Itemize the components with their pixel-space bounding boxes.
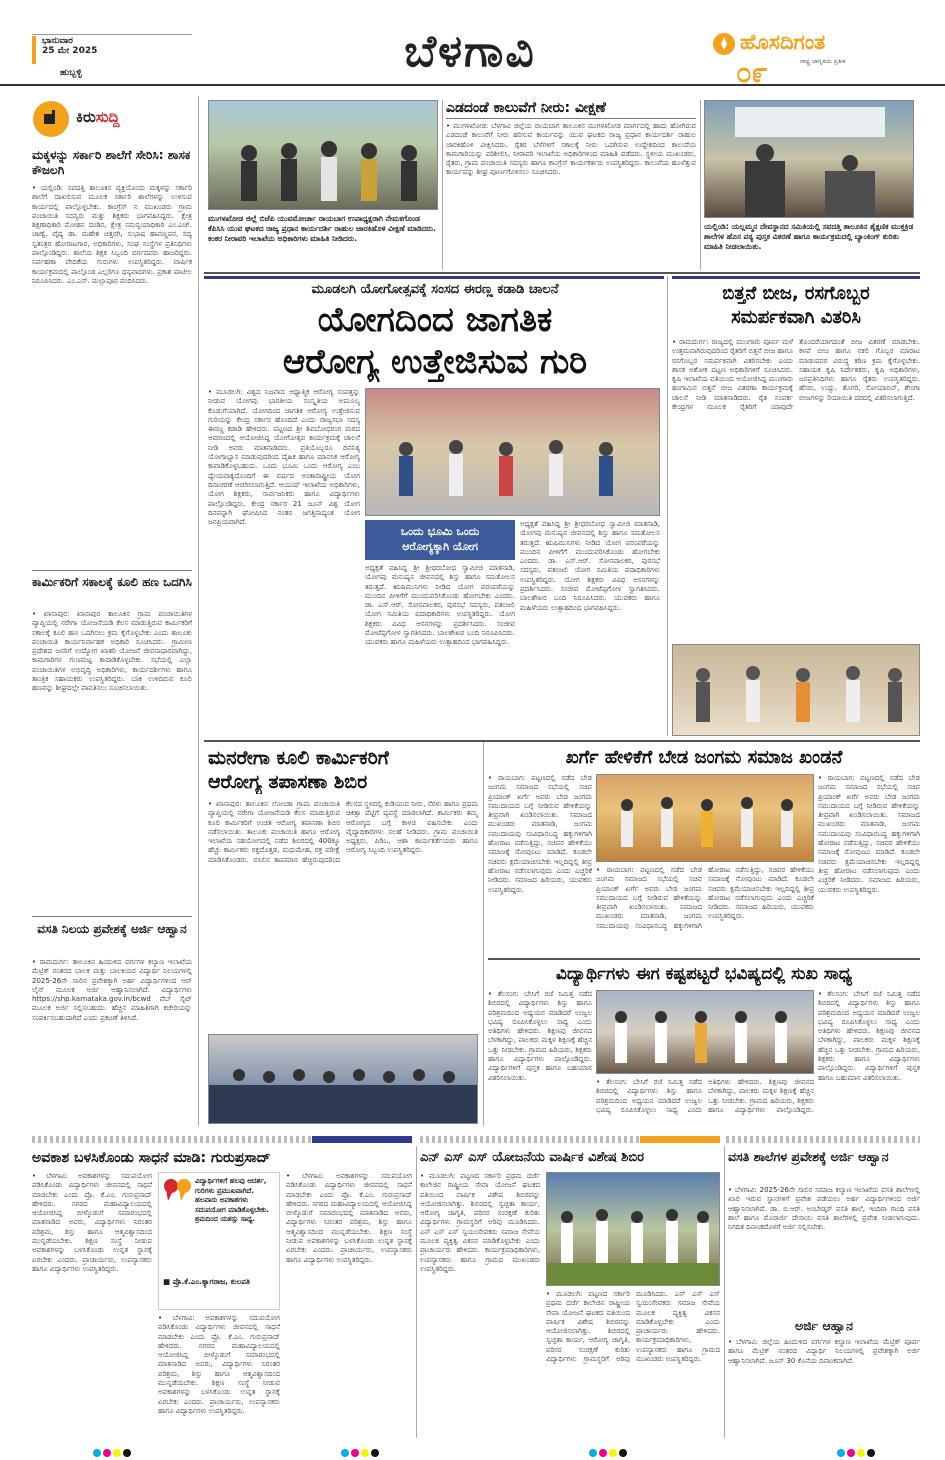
date-box bbox=[32, 36, 192, 64]
narega-body: • ಖಾನಾಪುರ: ತಾಲೂಕಿನ ಲೋಂಡಾ ಗ್ರಾಮ ಪಂಚಾಯಿತಿ ವ್ಯಾಪ್ತಿಯಲ್ಲಿ ನರೇಗಾ ಯೋಜನೆಯಡಿ ಕೆಲಸ ಮಾಡುತ್ತಿರುವ ಕೂಲಿ ಕಾರ್ಮಿಕರಿಗೆ ಉಚಿತ ಆರೋಗ್ಯ ತಪಾಸಣಾ ಶಿಬಿರ ನಡೆಸಲಾಯಿತು. ತಾಲೂಕು ಪಂಚಾಯಿತಿ ಹಾಗೂ ಆರೋಗ್ಯ ಇಲಾಖೆಯ ಸಹಯೋಗದಲ್ಲಿ ನಡೆದ ಶಿಬಿರದಲ್ಲಿ 400ಕ್ಕೂ ಹೆಚ್ಚು ಕಾರ್ಮಿಕರು ರಕ್ತದೊತ್ತಡ, ಮಧುಮೇಹ, ರಕ್ತ ಪರೀಕ್ಷೆ ಮಾಡಿಸಿಕೊಂಡರು. ಬಿಸಿಲಿನ ತಾಪಮಾನ ಹೆಚ್ಚಿರುವುದರಿಂದ ಕೆಲಸದ ಸ್ಥಳದಲ್ಲಿ ಕುಡಿಯುವ ನೀರು, ನೆರಳು ಹಾಗೂ ಪ್ರಥಮ ಚಿಕಿತ್ಸಾ ಪೆಟ್ಟಿಗೆ ವ್ಯವಸ್ಥೆ ಮಾಡಲಾಗಿದೆ. ಕಾರ್ಮಿಕರು ತಮ್ಮ ಆರೋಗ್ಯದ ಬಗ್ಗೆ ಕಾಳಜಿ ವಹಿಸಬೇಕು ಎಂದು ವೈದ್ಯಾಧಿಕಾರಿಗಳು ಸಲಹೆ ನೀಡಿದರು. ಗ್ರಾಮ ಪಂಚಾಯಿತಿ ಅಧ್ಯಕ್ಷರು, ಪಿಡಿಒ, ಆಶಾ ಕಾರ್ಯಕರ್ತೆಯರು ಹಾಗೂ ಆರೋಗ್ಯ ಸಿಬ್ಬಂದಿ ಉಪಸ್ಥಿತರಿದ್ದರು. bbox=[208, 800, 478, 864]
color-registration-marks-2 bbox=[340, 1442, 380, 1460]
jangama-body-mid: • ರಾಯಬಾಗ: ಪಟ್ಟಣದಲ್ಲಿ ನಡೆದ ಬೇಡ ಜಂಗಮ ಸಮಾಜದ ಸಭೆಯಲ್ಲಿ ಸಚಿವ ಪ್ರಿಯಾಂಕ್ ಖರ್ಗೆ ಅವರು ಬೇಡ ಜಂಗಮ ಸಮುದಾಯದ ಬಗ್ಗೆ ನೀಡಿರುವ ಹೇಳಿಕೆಯನ್ನು ತೀವ್ರವಾಗಿ ಖಂಡಿಸಲಾಯಿತು. ಸಮಾಜದ ಮುಖಂಡರು ಮಾತನಾಡಿ, ಜಂಗಮ ಸಮುದಾಯವು ಸಂವಿಧಾನಬದ್ಧ ಹಕ್ಕುಗಳಿಗಾಗಿ ಹೋರಾಟ ನಡೆಸುತ್ತಿದ್ದು, ಸಚಿವರ ಹೇಳಿಕೆಯು ಸಮಾಜಕ್ಕೆ ನೋವುಂಟು ಮಾಡಿದೆ. ಕೂಡಲೇ ಸಚಿವರು ಕ್ಷಮೆಯಾಚಿಸಬೇಕು ಇಲ್ಲದಿದ್ದಲ್ಲಿ ತೀವ್ರ ಹೋರಾಟ ನಡೆಸಲಾಗುವುದು ಎಂದು ಎಚ್ಚರಿಕೆ ನೀಡಿದರು. ಸಮಾಜದ ಹಿರಿಯರು, ಯುವಕರು ಉಪಸ್ಥಿತರಿದ್ದರು. bbox=[596, 866, 814, 930]
quote-box bbox=[158, 1172, 280, 1310]
bottom-story3-title: ವಸತಿ ಶಾಲೆಗಳ ಪ್ರವೇಶಕ್ಕೆ ಅರ್ಜಿ ಆಹ್ವಾನ bbox=[728, 1149, 889, 1164]
narega-headline-2: ಆರೋಗ್ಯ ತಪಾಸಣಾ ಶಿಬಿರ bbox=[208, 771, 368, 793]
quote-mark-icon bbox=[163, 1177, 191, 1203]
bottom-story1-title: ಅವಕಾಶ ಬಳಸಿಕೊಂಡು ಸಾಧನೆ ಮಾಡಿ: ಗುರುಪ್ರಸಾದ್ bbox=[32, 1150, 271, 1166]
seeds-headline-1: ಬಿತ್ತನೆ ಬೀಜ, ರಸಗೊಬ್ಬರ bbox=[722, 283, 870, 304]
canal-photo-caption: ಮುಗಳಖೋಡ ಜಿಲ್ಲೆ ಬಿಜೆಪಿ ಯುವಮೋರ್ಚಾ ರಾಯಬಾಗ ಉಪಾಧ್ಯಕ್ಷರಾಗಿ ನೇಮಕಗೊಂಡ ಕೆಪಿಸಿಸಿ ಯುವ ಘಟಕದ ರಾಜ್ಯ ಪ್ರಧಾನ ಕಾರ್ಯದರ್ಶಿ ರಾಹುಲ ಜಾರಕಿಹೊಳಿ ವೀಕ್ಷಣೆ ಮಾಡಿದರು. ಕಂಕರ ನೀರಾವರಿ ಇಲಾಖೆಯ ಅಧಿಕಾರಿಗಳು ಮಾಹಿತಿ ನೀಡಿದರು. bbox=[208, 214, 436, 243]
canal-photo bbox=[208, 100, 438, 210]
date-label: 25 ಮೇ 2025 bbox=[42, 46, 98, 56]
jangama-photo bbox=[596, 774, 814, 862]
quote-text: ವಿದ್ಯಾರ್ಥಿಗಳಿಗೆ ಹಲವು ಆದರ್ಶ, ಗುರಿಗಳು ಪ್ರಮುಖವಾಗಿದೆ. ಹಲವಾರು ಅವಕಾಶಗಳು ಸದುಪಯೋಗ ಮಾಡಿಕೊಳ್ಳಬೇಕು. ಶ್ರಮದಿಂದ ಯಶಸ್ಸು ಸಾಧ್ಯ. bbox=[195, 1177, 270, 1223]
bottom-story2-body-2: • ಮೂಡಲಗಿ: ಪಟ್ಟಣದ ಸರ್ಕಾರಿ ಪ್ರಥಮ ದರ್ಜೆ ಕಾಲೇಜಿನ ರಾಷ್ಟ್ರೀಯ ಸೇವಾ ಯೋಜನೆ ಘಟಕದ ವತಿಯಿಂದ ವಾರ್ಷಿಕ ವಿಶೇಷ ಶಿಬಿರವನ್ನು ಆಯೋಜಿಸಲಾಗಿತ್ತು. ಶಿಬಿರದಲ್ಲಿ ಸ್ವಚ್ಛತಾ ಕಾರ್ಯ, ಆರೋಗ್ಯ ಜಾಗೃತಿ, ಪರಿಸರ ಸಂರಕ್ಷಣೆ ಕುರಿತು ವಿದ್ಯಾರ್ಥಿಗಳು ಗ್ರಾಮಸ್ಥರಿಗೆ ಅರಿವು ಮೂಡಿಸಿದರು. ಎನ್ ಎಸ್ ಎಸ್ ಸ್ವಯಂಸೇವಕರು ಸಮಾಜ ಸೇವೆಯ ಮೂಲಕ ವ್ಯಕ್ತಿತ್ವ ವಿಕಸನ ಮಾಡಿಕೊಳ್ಳಬೇಕು ಎಂದು ಪ್ರಾಚಾರ್ಯರು ಹೇಳಿದರು. ಕಾರ್ಯಕ್ರಮಾಧಿಕಾರಿಗಳು, ಉಪನ್ಯಾಸಕರು ಹಾಗೂ ಗ್ರಾಮದ ಮುಖಂಡರು ಉಪಸ್ಥಿತರಿದ್ದರು. bbox=[546, 1290, 720, 1364]
canal-story-title: ಎಡದಂಡೆ ಕಾಲುವೆಗೆ ನೀರು: ವೀಕ್ಷಣೆ bbox=[446, 100, 606, 116]
bottom-story1-body-2: • ಬೆಳಗಾವಿ: ಅವಕಾಶಗಳನ್ನು ಸದುಪಯೋಗ ಪಡಿಸಿಕೊಂಡು ವಿದ್ಯಾರ್ಥಿಗಳು ಜೀವನದಲ್ಲಿ ಸಾಧನೆ ಮಾಡಬೇಕು ಎಂದು ಪ್ರೊ. ಕೆ.ಎಂ. ಗುರುಪ್ರಸಾದ್ ಹೇಳಿದರು. ನಗರದ ಮಹಾವಿದ್ಯಾಲಯದಲ್ಲಿ ಆಯೋಜಿಸಿದ್ದ ಬೀಳ್ಕೊಡುಗೆ ಸಮಾರಂಭದಲ್ಲಿ ಮಾತನಾಡಿದ ಅವರು, ವಿದ್ಯಾರ್ಥಿಗಳು ನಿರಂತರ ಪರಿಶ್ರಮ, ಶಿಸ್ತು ಹಾಗೂ ಆತ್ಮವಿಶ್ವಾಸದಿಂದ ಮುನ್ನಡೆಯಬೇಕು. ಶಿಕ್ಷಣ ಸಂಸ್ಥೆ ನೀಡುವ ಅವಕಾಶಗಳನ್ನು ಬಳಸಿಕೊಂಡು ಉನ್ನತ ಸ್ಥಾನಕ್ಕೆ ಏರಬೇಕು ಎಂದರು. ಪ್ರಾಚಾರ್ಯರು, ಉಪನ್ಯಾಸಕರು ಹಾಗೂ ವಿದ್ಯಾರ್ಥಿಗಳು ಉಪಸ್ಥಿತರಿದ್ದರು. bbox=[158, 1314, 280, 1415]
bottom-story1-body: • ಬೆಳಗಾವಿ: ಅವಕಾಶಗಳನ್ನು ಸದುಪಯೋಗ ಪಡಿಸಿಕೊಂಡು ವಿದ್ಯಾರ್ಥಿಗಳು ಜೀವನದಲ್ಲಿ ಸಾಧನೆ ಮಾಡಬೇಕು ಎಂದು ಪ್ರೊ. ಕೆ.ಎಂ. ಗುರುಪ್ರಸಾದ್ ಹೇಳಿದರು. ನಗರದ ಮಹಾವಿದ್ಯಾಲಯದಲ್ಲಿ ಆಯೋಜಿಸಿದ್ದ ಬೀಳ್ಕೊಡುಗೆ ಸಮಾರಂಭದಲ್ಲಿ ಮಾತನಾಡಿದ ಅವರು, ವಿದ್ಯಾರ್ಥಿಗಳು ನಿರಂತರ ಪರಿಶ್ರಮ, ಶಿಸ್ತು ಹಾಗೂ ಆತ್ಮವಿಶ್ವಾಸದಿಂದ ಮುನ್ನಡೆಯಬೇಕು. ಶಿಕ್ಷಣ ಸಂಸ್ಥೆ ನೀಡುವ ಅವಕಾಶಗಳನ್ನು ಬಳಸಿಕೊಂಡು ಉನ್ನತ ಸ್ಥಾನಕ್ಕೆ ಏರಬೇಕು ಎಂದರು. ಪ್ರಾಚಾರ್ಯರು, ಉಪನ್ಯಾಸಕರು ಹಾಗೂ ವಿದ್ಯಾರ್ಥಿಗಳು ಉಪಸ್ಥಿತರಿದ್ದರು. bbox=[32, 1172, 152, 1273]
yoga-inset-box bbox=[365, 520, 515, 560]
students-body-left: • ತೆಲಸಂಗ: ಬೇಸಿಗೆ ರಜೆ ನಿಮಿತ್ತ ನಡೆದ ಶಿಬಿರದಲ್ಲಿ ವಿದ್ಯಾರ್ಥಿಗಳು ಶಿಸ್ತು ಹಾಗೂ ಪರಿಶ್ರಮದಿಂದ ಅಧ್ಯಯನ ಮಾಡಿದರೆ ಉಜ್ವಲ ಭವಿಷ್ಯ ರೂಪಿಸಿಕೊಳ್ಳಲು ಸಾಧ್ಯ ಎಂದು ಅತಿಥಿಗಳು ಹೇಳಿದರು. ಶಿಕ್ಷಣವು ಜೀವನದ ಬೆಳಕಾಗಿದ್ದು, ಪಾಲಕರು ಮಕ್ಕಳ ಶಿಕ್ಷಣಕ್ಕೆ ಹೆಚ್ಚಿನ ಒತ್ತು ನೀಡಬೇಕು. ಗ್ರಾಮದ ಹಿರಿಯರು, ಶಿಕ್ಷಕರು ಹಾಗೂ ವಿದ್ಯಾರ್ಥಿಗಳು ಪಾಲ್ಗೊಂಡಿದ್ದರು. ವಿದ್ಯಾರ್ಥಿಗಳಿಗೆ ಪುಸ್ತಕ ಹಾಗೂ ಬಹುಮಾನ ವಿತರಿಸಲಾಯಿತು. bbox=[488, 990, 592, 1082]
yoga-kicker: ಮೂಡಲಗಿ ಯೋಗೋತ್ಸವಕ್ಕೆ ಸಂಸದ ಈರಣ್ಣ ಕಡಾಡಿ ಚಾಲನೆ bbox=[311, 282, 559, 297]
seeds-headline-2: ಸಮರ್ಪಕವಾಗಿ ವಿತರಿಸಿ bbox=[731, 307, 861, 328]
color-registration-marks-4 bbox=[836, 1442, 876, 1460]
bottom-story1-body-3: • ಬೆಳಗಾವಿ: ಅವಕಾಶಗಳನ್ನು ಸದುಪಯೋಗ ಪಡಿಸಿಕೊಂಡು ವಿದ್ಯಾರ್ಥಿಗಳು ಜೀವನದಲ್ಲಿ ಸಾಧನೆ ಮಾಡಬೇಕು ಎಂದು ಪ್ರೊ. ಕೆ.ಎಂ. ಗುರುಪ್ರಸಾದ್ ಹೇಳಿದರು. ನಗರದ ಮಹಾವಿದ್ಯಾಲಯದಲ್ಲಿ ಆಯೋಜಿಸಿದ್ದ ಬೀಳ್ಕೊಡುಗೆ ಸಮಾರಂಭದಲ್ಲಿ ಮಾತನಾಡಿದ ಅವರು, ವಿದ್ಯಾರ್ಥಿಗಳು ನಿರಂತರ ಪರಿಶ್ರಮ, ಶಿಸ್ತು ಹಾಗೂ ಆತ್ಮವಿಶ್ವಾಸದಿಂದ ಮುನ್ನಡೆಯಬೇಕು. ಶಿಕ್ಷಣ ಸಂಸ್ಥೆ ನೀಡುವ ಅವಕಾಶಗಳನ್ನು ಬಳಸಿಕೊಂಡು ಉನ್ನತ ಸ್ಥಾನಕ್ಕೆ ಏರಬೇಕು ಎಂದರು. ಪ್ರಾಚಾರ್ಯರು, ಉಪನ್ಯಾಸಕರು ಹಾಗೂ ವಿದ್ಯಾರ್ಥಿಗಳು ಉಪಸ್ಥಿತರಿದ್ದರು. bbox=[286, 1172, 412, 1264]
school-event-caption: ಯಲ್ಲಿಂಡಿ: ಯಲ್ಲಮ್ಮನ ದೇವಸ್ಥಾನದ ಸಮಿತಿಯಲ್ಲಿ ಸವದತ್ತಿ ತಾಲೂಕಿನ ಶೈಕ್ಷಣಿಕ ಮುಕ್ತಕ್ರಿಡ ಶಾಲೆಗಳ ಹೊಸ ಪಠ್ಯ ಪುಸ್ತಕ ವಿತರಣೆ ಹಾಗೂ ಕಾರ್ಯಕ್ರಮದಲ್ಲಿ ಬ್ಯಾಂಕಿಂಗ್ ಕುರಿತು ಮಾಹಿತಿ ನೀಡಲಾಯಿತು. bbox=[704, 222, 914, 251]
kirusuddi-label-b: ಸುದ್ದಿ bbox=[95, 108, 120, 126]
yoga-inset-line1: ಒಂದು ಭೂಮಿ ಒಂದು bbox=[400, 525, 480, 538]
jangama-body-right: • ರಾಯಬಾಗ: ಪಟ್ಟಣದಲ್ಲಿ ನಡೆದ ಬೇಡ ಜಂಗಮ ಸಮಾಜದ ಸಭೆಯಲ್ಲಿ ಸಚಿವ ಪ್ರಿಯಾಂಕ್ ಖರ್ಗೆ ಅವರು ಬೇಡ ಜಂಗಮ ಸಮುದಾಯದ ಬಗ್ಗೆ ನೀಡಿರುವ ಹೇಳಿಕೆಯನ್ನು ತೀವ್ರವಾಗಿ ಖಂಡಿಸಲಾಯಿತು. ಸಮಾಜದ ಮುಖಂಡರು ಮಾತನಾಡಿ, ಜಂಗಮ ಸಮುದಾಯವು ಸಂವಿಧಾನಬದ್ಧ ಹಕ್ಕುಗಳಿಗಾಗಿ ಹೋರಾಟ ನಡೆಸುತ್ತಿದ್ದು, ಸಚಿವರ ಹೇಳಿಕೆಯು ಸಮಾಜಕ್ಕೆ ನೋವುಂಟು ಮಾಡಿದೆ. ಕೂಡಲೇ ಸಚಿವರು ಕ್ಷಮೆಯಾಚಿಸಬೇಕು ಇಲ್ಲದಿದ್ದಲ್ಲಿ ತೀವ್ರ ಹೋರಾಟ ನಡೆಸಲಾಗುವುದು ಎಂದು ಎಚ್ಚರಿಕೆ ನೀಡಿದರು. ಸಮಾಜದ ಹಿರಿಯರು, ಯುವಕರು ಉಪಸ್ಥಿತರಿದ್ದರು. bbox=[818, 774, 920, 894]
col1-story3-title: ವಸತಿ ನಿಲಯ ಪ್ರವೇಶಕ್ಕೆ ಅರ್ಜಿ ಆಹ್ವಾನ bbox=[37, 922, 187, 936]
col1-story2-title: ಕಾರ್ಮಿಕರಿಗೆ ಸಕಾಲಕ್ಕೆ ಕೂಲಿ ಹಣ ಒದಗಿಸಿ bbox=[32, 575, 192, 589]
students-body-right: • ತೆಲಸಂಗ: ಬೇಸಿಗೆ ರಜೆ ನಿಮಿತ್ತ ನಡೆದ ಶಿಬಿರದಲ್ಲಿ ವಿದ್ಯಾರ್ಥಿಗಳು ಶಿಸ್ತು ಹಾಗೂ ಪರಿಶ್ರಮದಿಂದ ಅಧ್ಯಯನ ಮಾಡಿದರೆ ಉಜ್ವಲ ಭವಿಷ್ಯ ರೂಪಿಸಿಕೊಳ್ಳಲು ಸಾಧ್ಯ ಎಂದು ಅತಿಥಿಗಳು ಹೇಳಿದರು. ಶಿಕ್ಷಣವು ಜೀವನದ ಬೆಳಕಾಗಿದ್ದು, ಪಾಲಕರು ಮಕ್ಕಳ ಶಿಕ್ಷಣಕ್ಕೆ ಹೆಚ್ಚಿನ ಒತ್ತು ನೀಡಬೇಕು. ಗ್ರಾಮದ ಹಿರಿಯರು, ಶಿಕ್ಷಕರು ಹಾಗೂ ವಿದ್ಯಾರ್ಥಿಗಳು ಪಾಲ್ಗೊಂಡಿದ್ದರು. ವಿದ್ಯಾರ್ಥಿಗಳಿಗೆ ಪುಸ್ತಕ ಹಾಗೂ ಬಹುಮಾನ ವಿತರಿಸಲಾಯಿತು. bbox=[818, 990, 920, 1082]
school-event-photo bbox=[704, 100, 914, 218]
city-label: ಹುಬ್ಬಳ್ಳಿ bbox=[60, 68, 82, 78]
bottom-story2-body: • ಮೂಡಲಗಿ: ಪಟ್ಟಣದ ಸರ್ಕಾರಿ ಪ್ರಥಮ ದರ್ಜೆ ಕಾಲೇಜಿನ ರಾಷ್ಟ್ರೀಯ ಸೇವಾ ಯೋಜನೆ ಘಟಕದ ವತಿಯಿಂದ ವಾರ್ಷಿಕ ವಿಶೇಷ ಶಿಬಿರವನ್ನು ಆಯೋಜಿಸಲಾಗಿತ್ತು. ಶಿಬಿರದಲ್ಲಿ ಸ್ವಚ್ಛತಾ ಕಾರ್ಯ, ಆರೋಗ್ಯ ಜಾಗೃತಿ, ಪರಿಸರ ಸಂರಕ್ಷಣೆ ಕುರಿತು ವಿದ್ಯಾರ್ಥಿಗಳು ಗ್ರಾಮಸ್ಥರಿಗೆ ಅರಿವು ಮೂಡಿಸಿದರು. ಎನ್ ಎಸ್ ಎಸ್ ಸ್ವಯಂಸೇವಕರು ಸಮಾಜ ಸೇವೆಯ ಮೂಲಕ ವ್ಯಕ್ತಿತ್ವ ವಿಕಸನ ಮಾಡಿಕೊಳ್ಳಬೇಕು ಎಂದು ಪ್ರಾಚಾರ್ಯರು ಹೇಳಿದರು. ಕಾರ್ಯಕ್ರಮಾಧಿಕಾರಿಗಳು, ಉಪನ್ಯಾಸಕರು ಹಾಗೂ ಗ್ರಾಮದ ಮುಖಂಡರು ಉಪಸ್ಥಿತರಿದ್ದರು. bbox=[420, 1172, 540, 1273]
yoga-body-3: ಅಧ್ಯಕ್ಷತೆ ವಹಿಸಿದ್ದ ಶ್ರೀ ಶ್ರೀಧರಬೋಧ ಸ್ವಾಮೀಜಿ ಮಾತನಾಡಿ, ಯೋಗವು ಮನುಷ್ಯನ ಜೀವನದಲ್ಲಿ ಶಿಸ್ತು ಹಾಗೂ ಸಮತೋಲನ ತರುತ್ತದೆ. ಋಷಿಮುನಿಗಳು ನೀಡಿದ ಯೋಗ ಪರಂಪರೆಯನ್ನು ಮುಂದಿನ ಪೀಳಿಗೆಗೆ ಮುಂದುವರಿಸಿಕೊಂಡು ಹೋಗಬೇಕು ಎಂದರು. ಡಾ. ಎಸ್.ಆರ್. ಸೋನವಾಲಕರ, ಪುರಸಭೆ ಸದಸ್ಯರು, ಪತಂಜಲಿ ಯೋಗ ಸಮಿತಿಯ ಪದಾಧಿಕಾರಿಗಳು ಉಪಸ್ಥಿತರಿದ್ದರು. ಯೋಗ ಶಿಕ್ಷಕರು ವಿವಿಧ ಆಸನಗಳನ್ನು ಪ್ರದರ್ಶಿಸಿದರು. ಸಂಜೀವ ಮೋಟೆಪ್ಪಗೋಳ ಸ್ವಾಗತಿಸಿದರು. ಬಾಲಶೇಖರ ಬಂದಿ ನಿರೂಪಿಸಿದರು. ಯುವಕರು ಹಾಗೂ ಮಹಿಳೆಯರು ಉತ್ಸಾಹದಿಂದ ಭಾಗವಹಿಸಿದ್ದರು. bbox=[365, 564, 515, 647]
students-photo bbox=[596, 990, 814, 1074]
day-label: ಭಾನುವಾರ bbox=[42, 36, 73, 46]
nss-camp-photo bbox=[546, 1172, 720, 1286]
yoga-inset-line2: ಆರೋಗ್ಯಕ್ಕಾಗಿ ಯೋಗ bbox=[402, 540, 478, 553]
narega-headline-1: ಮನರೇಗಾ ಕೂಲಿ ಕಾರ್ಮಿಕರಿಗೆ bbox=[208, 747, 389, 769]
col1-story1-body: • ಯಲ್ಲಿಂಡಿ: ಸವದತ್ತಿ ತಾಲೂಕಿನ ವ್ಯಕ್ತಿಯೊಂದು ಮಕ್ಕಳನ್ನು ಸರ್ಕಾರಿ ಶಾಲೆಗೆ ದಾಖಲಿಸುವ ಮೂಲಕ ಸರ್ಕಾರಿ ಶಾಲೆಗಳನ್ನು ಉಳಿಸುವ ಕಾರ್ಯದಲ್ಲಿ ಪಾಲ್ಗೊಳ್ಳಬೇಕು. ಕಾಂಗ್ರೆಸ್ ನ ಮುಖಂಡರು ಗ್ರಾಮ ಪಂಚಾಯಿತಿ ಸದಸ್ಯರು ಮತ್ತು ಶಿಕ್ಷಕರು ಭಾಗವಹಿಸಿದ್ದರು. ಕ್ಷೇತ್ರ ಶಿಕ್ಷಣಾಧಿಕಾರಿ ಮೋಹನ ದಂಡಿನ, ಕ್ಷೇತ್ರ ಸಮನ್ವಯಾಧಿಕಾರಿ ಎಂ.ಎಚ್. ಜಾಣ್ವೆ, ವೈದ್ಯ ಡಾ. ಮಹೇಶ ಚಿತ್ತರಗಿ, ಸುಭಾಷ ಹಾವಣ್ಣವರ, ಸದ್ಯ ಸ್ವತಂತ್ರರ ಹೋರಾಟಗಾರ, ಅಧಿಕಾರಿಗಳು, ಸಂಘ ಸಂಸ್ಥೆಗಳ ಪ್ರತಿನಿಧಿಗಳು ಪಾಲ್ಗೊಂಡಿದ್ದರು. ಶಾಲೆಯ ಶಿಕ್ಷಕ ಸಿಬ್ಬಂದಿ ವರ್ಗದವರು ಹಾಜರಿದ್ದರು. ನಿರ್ವಹಣಾ ವೇದಿಕೆಯ ಗುರುಗಳು ಉಪಸ್ಥಿತರಿದ್ದರು. ವಾರ್ಷಿಕ ಕಾರ್ಯಕ್ರಮದಲ್ಲಿ ಪಾಲ್ಗೊಂಡ ಎಲ್ಲರಿಗೂ ಧನ್ಯವಾದಗಳು. ಪ್ರಕಾಶ ಪಾಟೀಲ ನಿರೂಪಿಸಿದರು. ಎಂ.ಎಸ್. ಮಲ್ಲಾಪೂರ ವಂದಿಸಿದರು. bbox=[32, 184, 192, 285]
brand-name: ಹೊಸದಿಗಂತ bbox=[740, 30, 826, 54]
students-body-mid: • ತೆಲಸಂಗ: ಬೇಸಿಗೆ ರಜೆ ನಿಮಿತ್ತ ನಡೆದ ಶಿಬಿರದಲ್ಲಿ ವಿದ್ಯಾರ್ಥಿಗಳು ಶಿಸ್ತು ಹಾಗೂ ಪರಿಶ್ರಮದಿಂದ ಅಧ್ಯಯನ ಮಾಡಿದರೆ ಉಜ್ವಲ ಭವಿಷ್ಯ ರೂಪಿಸಿಕೊಳ್ಳಲು ಸಾಧ್ಯ ಎಂದು ಅತಿಥಿಗಳು ಹೇಳಿದರು. ಶಿಕ್ಷಣವು ಜೀವನದ ಬೆಳಕಾಗಿದ್ದು, ಪಾಲಕರು ಮಕ್ಕಳ ಶಿಕ್ಷಣಕ್ಕೆ ಹೆಚ್ಚಿನ ಒತ್ತು ನೀಡಬೇಕು. ಗ್ರಾಮದ ಹಿರಿಯರು, ಶಿಕ್ಷಕರು ಹಾಗೂ ವಿದ್ಯಾರ್ಥಿಗಳು ಪಾಲ್ಗೊಂಡಿದ್ದರು. bbox=[596, 1078, 814, 1114]
seeds-body: • ರಾಮದುರ್ಗ: ರಾಜ್ಯದಲ್ಲಿ ಮುಂಗಾರು ಪೂರ್ವ ಮಳೆ ಉತ್ತಮವಾಗಿರುವುದರಿಂದ ರೈತರಿಗೆ ಬಿತ್ತನೆ ಬೀಜ ಹಾಗೂ ರಸಗೊಬ್ಬರ ಸಮರ್ಪಕವಾಗಿ ವಿತರಿಸಬೇಕು ಎಂದು ಶಾಸಕ ಅಶೋಕ ಪಟ್ಟಣ ಅಧಿಕಾರಿಗಳಿಗೆ ಸೂಚಿಸಿದರು. ಕೃಷಿ ಇಲಾಖೆಯ ವತಿಯಿಂದ ಆಯೋಜಿಸಿದ್ದ ಮುಂಗಾರು ಹಂಗಾಮಿನ ಬಿತ್ತನೆ ಬೀಜ ವಿತರಣಾ ಕಾರ್ಯಕ್ರಮಕ್ಕೆ ಚಾಲನೆ ನೀಡಿ ಮಾತನಾಡಿದರು. ರೈತ ಸಂಪರ್ಕ ಕೇಂದ್ರಗಳ ಮೂಲಕ ರೈತರಿಗೆ ಯಾವುದೇ ತೊಂದರೆಯಾಗದಂತೆ ಬೀಜ ವಿತರಣೆ ಮಾಡಬೇಕು. ಕಳಪೆ ಬೀಜ ಹಾಗೂ ನಕಲಿ ಗೊಬ್ಬರ ಮಾರಾಟ ಮಾಡುವವರ ವಿರುದ್ಧ ಕಠಿಣ ಕ್ರಮ ಕೈಗೊಳ್ಳಬೇಕು. ಸಹಾಯಕ ಕೃಷಿ ನಿರ್ದೇಶಕರು, ಕೃಷಿ ಅಧಿಕಾರಿಗಳು, ಜನಪ್ರತಿನಿಧಿಗಳು ಹಾಗೂ ರೈತರು ಉಪಸ್ಥಿತರಿದ್ದರು. ಹೆಸರು, ಉದ್ದು, ತೊಗರಿ, ಸೋಯಾಬಿನ್, ಶೇಂಗಾ ಬೀಜಗಳನ್ನು ರಿಯಾಯಿತಿ ದರದಲ್ಲಿ ವಿತರಿಸಲಾಗುತ್ತಿದೆ. bbox=[672, 338, 920, 412]
col1-story2-body: • ಖಾನಾಪುರ: ಖಾನಾಪುರ ತಾಲೂಕಿನ ಗ್ರಾಮ ಪಂಚಾಯಿತಿಗಳ ವ್ಯಾಪ್ತಿಯಲ್ಲಿ ನರೇಗಾ ಯೋಜನೆಯಡಿ ಕೆಲಸ ಮಾಡುತ್ತಿರುವ ಕಾರ್ಮಿಕರಿಗೆ ಸಕಾಲಕ್ಕೆ ಕೂಲಿ ಹಣ ಒದಗಿಸಲು ಕ್ರಮ ಕೈಗೊಳ್ಳಬೇಕು ಎಂದು ತಾಲೂಕು ಪಂಚಾಯಿತಿ ಕಾರ್ಯನಿರ್ವಾಹಕ ಅಧಿಕಾರಿ ಸೂಚಿಸಿದರು. ಗ್ರಾಮೀಣ ಪ್ರದೇಶದ ಜನರಿಗೆ ಉದ್ಯೋಗ ಖಾತರಿ ಯೋಜನೆ ಜೀವನಾಧಾರವಾಗಿದ್ದು, ಕಾಮಗಾರಿಗಳ ಗುಣಮಟ್ಟ ಕಾಪಾಡಿಕೊಳ್ಳಬೇಕು. ಸಭೆಯಲ್ಲಿ ಎಲ್ಲಾ ಪಂಚಾಯಿತಿಗಳ ಅಭಿವೃದ್ಧಿ ಅಧಿಕಾರಿಗಳು, ಕಾರ್ಯದರ್ಶಿಗಳು ಹಾಗೂ ತಾಂತ್ರಿಕ ಸಹಾಯಕರು ಉಪಸ್ಥಿತರಿದ್ದರು. ಬಾಕಿ ಉಳಿದಿರುವ ಕೂಲಿ ಹಣವನ್ನು ಶೀಘ್ರದಲ್ಲೇ ಪಾವತಿಸಲು ಸೂಚಿಸಲಾಯಿತು. bbox=[32, 610, 192, 693]
students-headline: ವಿದ್ಯಾರ್ಥಿಗಳು ಈಗ ಕಷ್ಟಪಟ್ಟರೆ ಭವಿಷ್ಯದಲ್ಲಿ ಸುಖ ಸಾಧ್ಯ bbox=[555, 964, 853, 984]
quote-author: ■ ಪ್ರೊ.ಕೆ.ಎಂ.ತ್ಯಾಗರಾಜ, ಕುಲಪತಿ bbox=[163, 1277, 250, 1286]
lotus-icon bbox=[712, 32, 736, 56]
page-number: ೦೯ bbox=[736, 56, 768, 89]
col1-story3-body: • ರಾಮದುರ್ಗ: ತಾಲೂಕಿನ ಹಿಂದುಳಿದ ವರ್ಗಗಳ ಕಲ್ಯಾಣ ಇಲಾಖೆಯ ಮೆಟ್ರಿಕ್ ನಂತರದ ಬಾಲಕ ಮತ್ತು ಬಾಲಕಿಯರ ವಿದ್ಯಾರ್ಥಿ ನಿಲಯಗಳಲ್ಲಿ 2025-26ನೇ ಸಾಲಿನ ಪ್ರವೇಶಕ್ಕಾಗಿ ಅರ್ಹ ವಿದ್ಯಾರ್ಥಿಗಳಿಂದ ಆನ್ ಲೈನ್ ಮೂಲಕ ಅರ್ಜಿ ಆಹ್ವಾನಿಸಲಾಗಿದೆ. ವಿದ್ಯಾರ್ಥಿಗಳು https://shp.karnataka.gov.in/bcwd ವೆಬ್ ಸೈಟ್ ಮೂಲಕ ಅರ್ಜಿ ಸಲ್ಲಿಸಬಹುದು. ಹೆಚ್ಚಿನ ಮಾಹಿತಿಗಾಗಿ ಕಚೇರಿಯನ್ನು ಸಂಪರ್ಕಿಸಬಹುದಾಗಿದೆ ಎಂದು ಪ್ರಕಟಣೆ ತಿಳಿಸಿದೆ. bbox=[32, 958, 192, 1022]
section-title: ಬೆಳಗಾವಿ bbox=[404, 26, 536, 77]
bottom-story3-sub-body: • ಬೆಳಗಾವಿ: ಜಿಲ್ಲೆಯ ಹಿಂದುಳಿದ ವರ್ಗಗಳ ಕಲ್ಯಾಣ ಇಲಾಖೆಯ ಮೆಟ್ರಿಕ್ ಪೂರ್ವ ಹಾಗೂ ಮೆಟ್ರಿಕ್ ನಂತರದ ವಿದ್ಯಾರ್ಥಿ ನಿಲಯಗಳಲ್ಲಿ ಪ್ರವೇಶಕ್ಕಾಗಿ ಅರ್ಜಿ ಆಹ್ವಾನಿಸಲಾಗಿದೆ. ಜೂನ್ 30 ಕೊನೆಯ ದಿನಾಂಕವಾಗಿದೆ. bbox=[728, 1338, 920, 1365]
yoga-headline-2: ಆರೋಗ್ಯ ಉತ್ತೇಜಿಸುವ ಗುರಿ bbox=[282, 342, 588, 382]
yoga-body: • ಮೂಡಲಗಿ: ವಿಶ್ವದ ನಿಜವಾದ ಆಧ್ಯಾತ್ಮಿಕ ಆರೋಗ್ಯ ಸಂಪತ್ತನ್ನು ನೀಡುವ ಯೋಗವು ಭಾರತೀಯ ಸಂಸ್ಕೃತಿಯ ಅಮೂಲ್ಯ ಕೊಡುಗೆಯಾಗಿದೆ. ಯೋಗದಿಂದ ಜಾಗತಿಕ ಆರೋಗ್ಯ ಉತ್ತೇಜಿಸುವ ಗುರಿಯನ್ನು ಕೇಂದ್ರ ಸರ್ಕಾರ ಹೊಂದಿದೆ ಎಂದು ರಾಜ್ಯಸಭಾ ಸದಸ್ಯ ಈರಣ್ಣ ಕಡಾಡಿ ಹೇಳಿದರು. ಪಟ್ಟಣದ ಶ್ರೀ ಶಿವಬೋಧರಂಗ ಮಠದ ಆವರಣದಲ್ಲಿ ಆಯೋಜಿಸಿದ್ದ ಯೋಗೋತ್ಸವ ಕಾರ್ಯಕ್ರಮಕ್ಕೆ ಚಾಲನೆ ನೀಡಿ ಅವರು ಮಾತನಾಡಿದರು. ಪ್ರತಿಯೊಬ್ಬರೂ ದಿನನಿತ್ಯ ಯೋಗಾಭ್ಯಾಸ ಮಾಡುವುದರಿಂದ ದೈಹಿಕ ಹಾಗೂ ಮಾನಸಿಕ ಆರೋಗ್ಯ ಕಾಪಾಡಿಕೊಳ್ಳಬಹುದು. ಒಂದು ಭೂಮಿ ಒಂದು ಆರೋಗ್ಯ ಎಂಬ ಧ್ಯೇಯವಾಕ್ಯದೊಂದಿಗೆ ಈ ವರ್ಷದ ಅಂತಾರಾಷ್ಟ್ರೀಯ ಯೋಗ ದಿನಾಚರಣೆ ಆಚರಿಸಲಾಗುತ್ತಿದೆ. ಆಯುಷ್ ಇಲಾಖೆಯ ಅಧಿಕಾರಿಗಳು, ಯೋಗ ಶಿಕ್ಷಕರು, ಸಾರ್ವಜನಿಕರು ಹಾಗೂ ವಿದ್ಯಾರ್ಥಿಗಳು ಪಾಲ್ಗೊಂಡಿದ್ದರು. ಕೇಂದ್ರ ಸರ್ಕಾರ 21 ಜೂನ್ ವಿಶ್ವ ಯೋಗ ದಿನವನ್ನಾಗಿ ಘೋಷಿಸಿದ ನಂತರ ಜಗತ್ತಿನಾದ್ಯಂತ ಯೋಗ ಜನಪ್ರಿಯವಾಗಿದೆ. bbox=[208, 388, 360, 527]
jangama-headline: ಖರ್ಗೆ ಹೇಳಿಕೆಗೆ ಬೇಡ ಜಂಗಮ ಸಮಾಜ ಖಂಡನೆ bbox=[565, 747, 843, 768]
color-registration-marks-3 bbox=[588, 1442, 628, 1460]
yoga-photo bbox=[365, 388, 660, 516]
color-registration-marks bbox=[92, 1442, 132, 1460]
hand-point-icon bbox=[32, 100, 70, 138]
narega-photo bbox=[208, 1034, 478, 1124]
yoga-body-2: ಅಧ್ಯಕ್ಷತೆ ವಹಿಸಿದ್ದ ಶ್ರೀ ಶ್ರೀಧರಬೋಧ ಸ್ವಾಮೀಜಿ ಮಾತನಾಡಿ, ಯೋಗವು ಮನುಷ್ಯನ ಜೀವನದಲ್ಲಿ ಶಿಸ್ತು ಹಾಗೂ ಸಮತೋಲನ ತರುತ್ತದೆ. ಋಷಿಮುನಿಗಳು ನೀಡಿದ ಯೋಗ ಪರಂಪರೆಯನ್ನು ಮುಂದಿನ ಪೀಳಿಗೆಗೆ ಮುಂದುವರಿಸಿಕೊಂಡು ಹೋಗಬೇಕು ಎಂದರು. ಡಾ. ಎಸ್.ಆರ್. ಸೋನವಾಲಕರ, ಪುರಸಭೆ ಸದಸ್ಯರು, ಪತಂಜಲಿ ಯೋಗ ಸಮಿತಿಯ ಪದಾಧಿಕಾರಿಗಳು ಉಪಸ್ಥಿತರಿದ್ದರು. ಯೋಗ ಶಿಕ್ಷಕರು ವಿವಿಧ ಆಸನಗಳನ್ನು ಪ್ರದರ್ಶಿಸಿದರು. ಸಂಜೀವ ಮೋಟೆಪ್ಪಗೋಳ ಸ್ವಾಗತಿಸಿದರು. ಬಾಲಶೇಖರ ಬಂದಿ ನಿರೂಪಿಸಿದರು. ಯುವಕರು ಹಾಗೂ ಮಹಿಳೆಯರು ಉತ್ಸಾಹದಿಂದ ಭಾಗವಹಿಸಿದ್ದರು. bbox=[520, 520, 660, 612]
col1-story1-title: ಮಕ್ಕಳನ್ನು ಸರ್ಕಾರಿ ಶಾಲೆಗೆ ಸೇರಿಸಿ: ಶಾಸಕ ಕೌಜಲಗಿ bbox=[32, 148, 191, 177]
kirusuddi-badge bbox=[32, 100, 192, 138]
bottom-story3-subtitle: ಅರ್ಜಿ ಆಹ್ವಾನ bbox=[795, 1318, 853, 1333]
canal-story-body: • ಮುಗಳಖೋಡ: ಬೆಳಗಾವಿ ಜಿಲ್ಲೆಯ ರಾಯಬಾಗ ತಾಲೂಕಿನ ಮುಗಳಖೋಡ ಮಾರ್ಗದಲ್ಲಿ ಹಾದು ಹೋಗಿರುವ ಎಡದಂಡೆ ಕಾಲುವೆಗೆ ನೀರು ಹರಿಸುವ ಕಾರ್ಯವನ್ನು ಯುವ ಘಟಕದ ರಾಜ್ಯ ಪ್ರಧಾನ ಕಾರ್ಯದರ್ಶಿ ರಾಹುಲ ಜಾರಕಿಹೊಳಿ ವೀಕ್ಷಿಸಿದರು. ರೈತರ ಬೆಳೆಗಳಿಗೆ ಸಕಾಲಕ್ಕೆ ನೀರು ಒದಗಿಸುವ ಉದ್ದೇಶದಿಂದ ಕಾಲುವೆಯ ಕಾಮಗಾರಿಯನ್ನು ಪರಿಶೀಲಿಸಿ, ನೀರಾವರಿ ಇಲಾಖೆಯ ಅಧಿಕಾರಿಗಳಿಂದ ಮಾಹಿತಿ ಪಡೆದರು. ಸ್ಥಳೀಯ ಮುಖಂಡರು, ರೈತರು, ಗ್ರಾಮ ಪಂಚಾಯಿತಿ ಸದಸ್ಯರು ಹಾಗೂ ಕಾಂಗ್ರೆಸ್ ಕಾರ್ಯಕರ್ತರು ಉಪಸ್ಥಿತರಿದ್ದರು. ಕಾಲುವೆಯ ಹೂಳೆತ್ತುವ ಕಾರ್ಯವನ್ನು ಶೀಘ್ರ ಪೂರ್ಣಗೊಳಿಸಲು ಸೂಚಿಸಿದರು. bbox=[446, 122, 696, 177]
jangama-body-left: • ರಾಯಬಾಗ: ಪಟ್ಟಣದಲ್ಲಿ ನಡೆದ ಬೇಡ ಜಂಗಮ ಸಮಾಜದ ಸಭೆಯಲ್ಲಿ ಸಚಿವ ಪ್ರಿಯಾಂಕ್ ಖರ್ಗೆ ಅವರು ಬೇಡ ಜಂಗಮ ಸಮುದಾಯದ ಬಗ್ಗೆ ನೀಡಿರುವ ಹೇಳಿಕೆಯನ್ನು ತೀವ್ರವಾಗಿ ಖಂಡಿಸಲಾಯಿತು. ಸಮಾಜದ ಮುಖಂಡರು ಮಾತನಾಡಿ, ಜಂಗಮ ಸಮುದಾಯವು ಸಂವಿಧಾನಬದ್ಧ ಹಕ್ಕುಗಳಿಗಾಗಿ ಹೋರಾಟ ನಡೆಸುತ್ತಿದ್ದು, ಸಚಿವರ ಹೇಳಿಕೆಯು ಸಮಾಜಕ್ಕೆ ನೋವುಂಟು ಮಾಡಿದೆ. ಕೂಡಲೇ ಸಚಿವರು ಕ್ಷಮೆಯಾಚಿಸಬೇಕು ಇಲ್ಲದಿದ್ದಲ್ಲಿ ತೀವ್ರ ಹೋರಾಟ ನಡೆಸಲಾಗುವುದು ಎಂದು ಎಚ್ಚರಿಕೆ ನೀಡಿದರು. ಸಮಾಜದ ಹಿರಿಯರು, ಯುವಕರು ಉಪಸ್ಥಿತರಿದ್ದರು. bbox=[488, 774, 592, 894]
seeds-photo bbox=[672, 644, 920, 736]
bottom-story2-title: ಎನ್ ಎಸ್ ಎಸ್ ಯೋಜನೆಯ ವಾರ್ಷಿಕ ವಿಶೇಷ ಶಿಬಿರ bbox=[420, 1150, 645, 1165]
brand-tagline: ರಾಷ್ಟ್ರ ಜಾಗೃತಿಯ ಪ್ರತೀಕ bbox=[800, 58, 846, 65]
masthead bbox=[0, 0, 945, 96]
kirusuddi-label-a: ಕಿರು bbox=[76, 108, 96, 126]
yoga-headline-1: ಯೋಗದಿಂದ ಜಾಗತಿಕ bbox=[317, 300, 553, 340]
bottom-story3-body: • ಬೆಳಗಾವಿ: 2025-26ನೇ ಸಾಲಿನ ಸಮಾಜ ಕಲ್ಯಾಣ ಇಲಾಖೆಯ ವಸತಿ ಶಾಲೆಗಳಲ್ಲಿ ಖಾಲಿ ಇರುವ ಸ್ಥಾನಗಳಿಗೆ ಪ್ರವೇಶ ಪಡೆಯಲು ಅರ್ಹ ವಿದ್ಯಾರ್ಥಿಗಳಿಂದ ಅರ್ಜಿ ಆಹ್ವಾನಿಸಲಾಗಿದೆ. ಡಾ. ಬಿ.ಆರ್. ಅಂಬೇಡ್ಕರ್ ವಸತಿ ಶಾಲೆ, ಇಂದಿರಾ ಗಾಂಧಿ ವಸತಿ ಶಾಲೆ ಹಾಗೂ ಮೊರಾರ್ಜಿ ದೇಸಾಯಿ ವಸತಿ ಶಾಲೆಗಳಲ್ಲಿ ಪ್ರವೇಶ ನೀಡಲಾಗುವುದು. ನಿಗದಿತ ದಿನಾಂಕದೊಳಗೆ ಅರ್ಜಿ ಸಲ್ಲಿಸಬೇಕು. bbox=[728, 1186, 920, 1232]
brand-logo bbox=[712, 30, 922, 88]
